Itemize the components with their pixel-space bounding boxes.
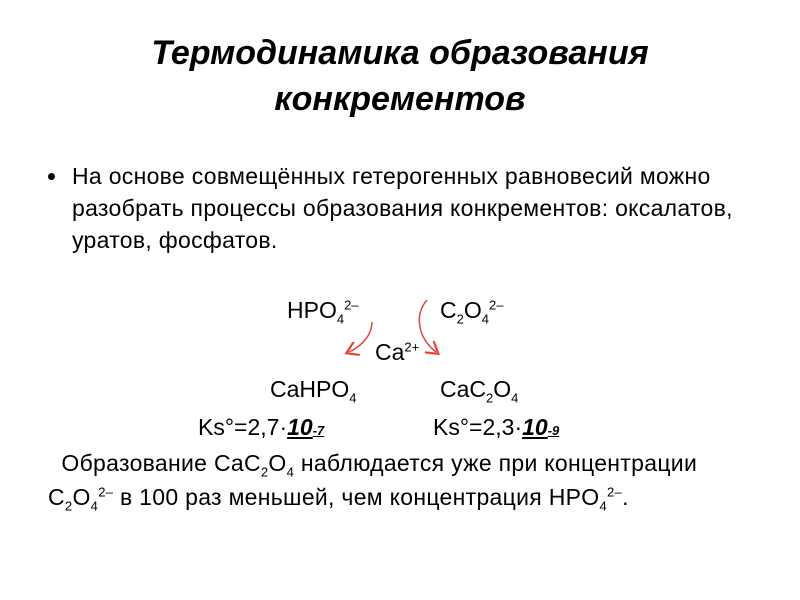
bullet-text: На основе совмещённых гетерогенных равновесий можно разобрать процессы образования конкрементов: оксалатов, уратов, фосфатов.	[72, 163, 733, 253]
cahpo4-salt: CaHPO$_4$	[270, 376, 357, 406]
arrow-ca-to-c2o4	[419, 300, 436, 352]
hpo4-ion: $HPO_4^{2-}$	[287, 297, 359, 327]
ks-cac2o4: Ks°=2,3·10-9	[433, 414, 560, 440]
title-line-2: конкрементов	[274, 80, 526, 118]
title-line-1: Термодинамика образования	[151, 34, 649, 72]
c2o4-ion: $C_2O_4^{2-}$	[440, 297, 504, 327]
cac2o4-salt: $CaC_2O_4$	[440, 376, 519, 406]
conclusion-text: Образование $CaC_2O_4$ наблюдается уже при концентрации $C_2O_4^{2-}$ в 100 раз меньшей, чем концентрация $HPO_4^{2-}$.	[48, 450, 698, 514]
ks-cahpo4: Ks°=2,7·10-7	[198, 414, 325, 440]
ca-cation: $Ca^{2+}$	[375, 339, 420, 365]
arrow-hpo4-to-ca	[349, 322, 372, 352]
